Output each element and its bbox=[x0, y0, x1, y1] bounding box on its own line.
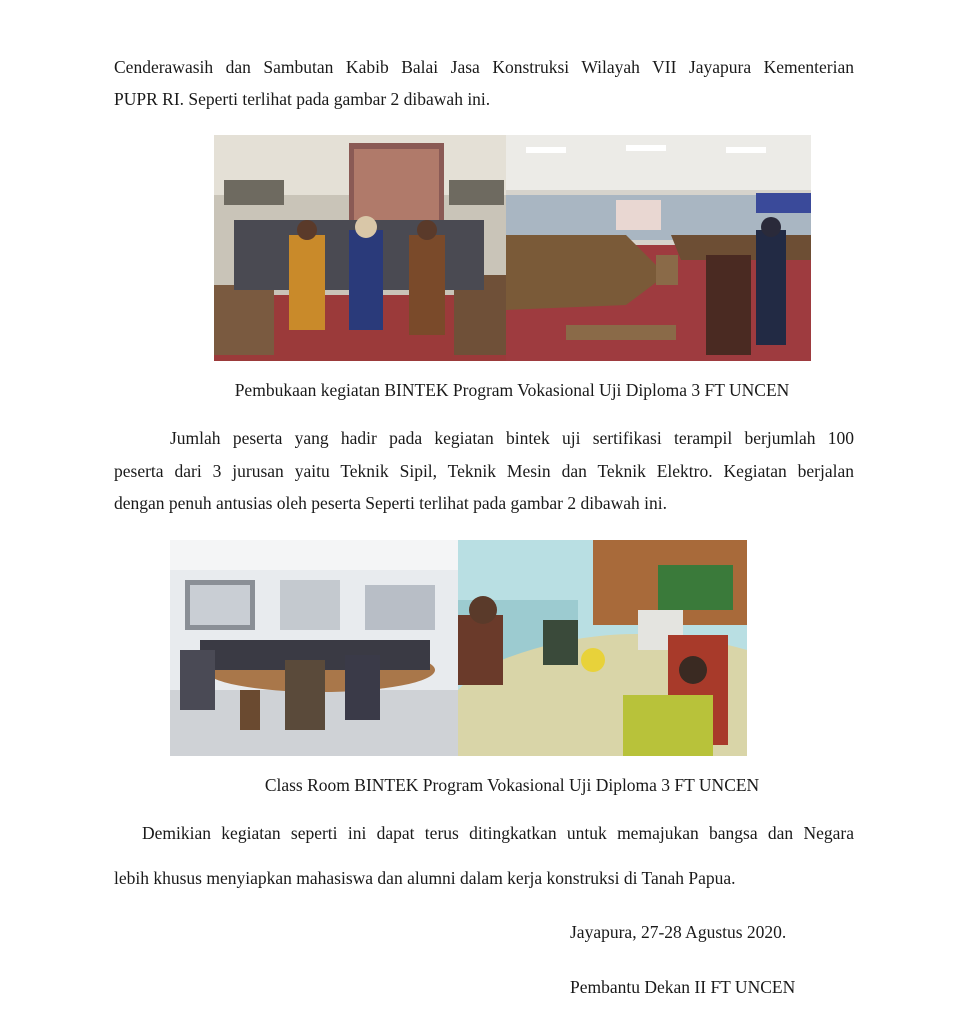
paragraph-middle-line-2: peserta dari 3 jurusan yaitu Teknik Sipil, Teknik Mesin dan Teknik Elektro. Kegiatan berjalan bbox=[114, 461, 854, 481]
paragraph-top-line-1: Cenderawasih dan Sambutan Kabib Balai Jasa Konstruksi Wilayah VII Jayapura Kementerian bbox=[114, 57, 854, 77]
paragraph-middle-line-1: Jumlah peserta yang hadir pada kegiatan bintek uji sertifikasi terampil berjumlah 100 bbox=[170, 428, 854, 448]
paragraph-bottom-line-1: Demikian kegiatan seperti ini dapat terus ditingkatkan untuk memajukan bangsa dan Negara bbox=[142, 823, 854, 843]
classroom-close-photo bbox=[458, 540, 747, 756]
opening-ceremony-photo bbox=[214, 135, 506, 361]
paragraph-bottom-line-2: lebih khusus menyiapkan mahasiswa dan alumni dalam kerja konstruksi di Tanah Papua. bbox=[114, 868, 736, 888]
figure-2-caption: Class Room BINTEK Program Vokasional Uji Diploma 3 FT UNCEN bbox=[264, 775, 760, 795]
signature-place-date: Jayapura, 27-28 Agustus 2020. bbox=[570, 922, 787, 942]
paragraph-top-line-2: PUPR RI. Seperti terlihat pada gambar 2 dibawah ini. bbox=[114, 89, 491, 109]
figure-2-photos bbox=[170, 540, 747, 756]
meeting-hall-speech-photo bbox=[506, 135, 811, 361]
figure-1-caption: Pembukaan kegiatan BINTEK Program Vokasional Uji Diploma 3 FT UNCEN bbox=[234, 380, 790, 400]
classroom-wide-photo bbox=[170, 540, 458, 756]
figure-1-photos bbox=[214, 135, 811, 361]
paragraph-middle-line-3: dengan penuh antusias oleh peserta Seperti terlihat pada gambar 2 dibawah ini. bbox=[114, 493, 668, 513]
signature-role: Pembantu Dekan II FT UNCEN bbox=[570, 977, 796, 997]
